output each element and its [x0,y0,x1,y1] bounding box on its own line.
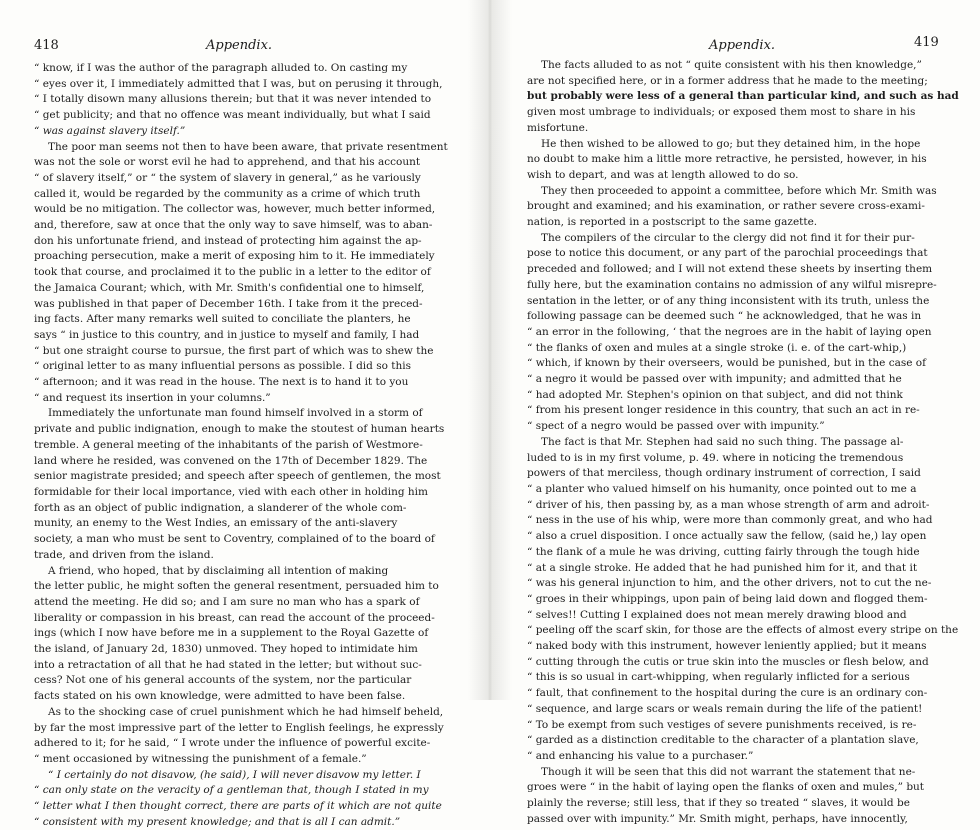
text-line: formidable for their local importance, vied with each other in holding him [34,485,428,498]
text-line: “ eyes over it, I immediately admitted that I was, but on perusing it through, [34,77,443,90]
text-line: don his unfortunate friend, and instead of protecting him against the ap- [34,234,422,247]
text-line: adhered to it; for he said, “ I wrote under the influence of powerful excite- [34,737,431,750]
text-line: They then proceeded to appoint a committee, before which Mr. Smith was [541,184,937,197]
text-line: powers of that merciless, though ordinary instrument of correction, I said [527,467,921,480]
text-line: took that course, and proclaimed it to the public in a letter to the editor of [34,266,431,279]
text-line: “ fault, that confinement to the hospital during the cure is an ordinary con- [527,687,928,700]
text-line: “ a negro it would be passed over with impunity; and admitted that he [527,373,902,386]
text-line: forth as an object of public indignation, a slanderer of the whole com- [34,501,407,514]
text-line: nation, is reported in a postscript to the same gazette. [527,216,818,229]
text-line: The compilers of the circular to the clergy did not find it for their pur- [541,231,915,244]
text-line: sentation in the letter, or of any thing inconsistent with its truth, unless the [527,294,930,307]
text-line: “ know, if I was the author of the paragraph alluded to. On casting my [34,62,408,74]
text-line: and, therefore, saw at once that the only way to save himself, was to aban- [34,219,433,232]
text-line: attend the meeting. He did so; and I am sure no man who has a spark of [34,595,420,608]
text-line: given most umbrage to individuals; or exposed them most to share in his [527,106,916,119]
text-line: ings (which I now have before me in a supplement to the Royal Gazette of [34,627,429,640]
text-line: private and public indignation, enough to make the stoutest of human hearts [34,423,445,436]
text-line: passed over with impunity.” Mr. Smith might, perhaps, have innocently, [527,812,908,825]
text-line: tremble. A general meeting of the inhabitants of the parish of Westmore- [34,438,423,451]
text-line: He then wished to be allowed to go; but they detained him, in the hope [541,137,921,150]
text-line: “ from his present longer residence in this country, that such an act in re- [527,404,920,417]
text-line: “ cutting through the cutis or true skin into the muscles or flesh below, and [527,655,929,668]
text-line: “ had adopted Mr. Stephen's opinion on that subject, and did not think [527,388,903,401]
text-line: “ I certainly do not disavow, (he said), I will never disavow my letter. I [48,768,421,781]
text-line: “ original letter to as many influential persons as possible. I did so this [34,360,411,373]
text-line: the letter public, he might soften the general resentment, persuaded him to [34,580,439,593]
left-page-number: 418 [34,38,59,53]
right-page-number: 419 [914,35,939,50]
text-line: “ driver of his, then passing by, as a man whose strength of arm and adroit- [527,498,930,511]
text-line: senior magistrate presided; and speech after speech of gentlemen, the most [34,470,441,483]
text-line: ing facts. After many remarks well suited to conciliate the planters, he [34,313,411,326]
text-line: plainly the reverse; still less, that if they so treated “ slaves, it would be [527,797,910,810]
left-page [0,0,470,828]
text-line: “ was against slavery itself.” [34,124,186,137]
right-page [510,0,980,825]
text-line: land where he resided, was convened on the 17th of December 1829. The [34,454,428,467]
text-line: fully here, but the examination contains no admission of any wilful misrepre- [527,278,937,291]
text-line: “ afternoon; and it was read in the house. The next is to hand it to you [34,376,409,389]
text-line: preceded and followed; and I will not extend these sheets by inserting them [527,263,933,276]
text-line: “ but one straight course to pursue, the first part of which was to shew the [34,344,434,357]
book-gutter [468,0,512,700]
text-line: The poor man seems not then to have been aware, that private resentment [48,140,448,153]
text-line: “ a planter who valued himself on his humanity, once pointed out to me a [527,482,917,495]
right-running-head: Appendix. [709,38,776,53]
text-line: “ I totally disown many allusions therein; but that it was never intended to [34,93,432,106]
text-line: brought and examined; and his examination, or rather severe cross-exami- [527,200,925,213]
text-line: The fact is that Mr. Stephen had said no such thing. The passage al- [541,435,904,448]
text-line: but probably were less of a general than particular kind, and such as had [527,90,959,103]
text-line: pose to notice this document, or any part of the parochial proceedings that [527,247,928,260]
text-line: “ this is so usual in cart-whipping, when regularly inflicted for a serious [527,671,910,684]
text-line: “ groes in their whippings, upon pain of being laid down and flogged them- [527,592,928,605]
text-line: are not specified here, or in a former address that he made to the meeting; [527,74,928,87]
text-line: “ and request its insertion in your columns.” [34,391,271,404]
text-line: “ ness in the use of his whip, were more than commonly great, and who had [527,514,933,527]
text-line: no doubt to make him a little more retractive, he persisted, however, in his [527,153,927,166]
text-line: “ can only state on the veracity of a gentleman that, though I stated in my [34,784,429,797]
left-page-text [34,61,448,830]
text-line: “ which, if known by their overseers, would be punished, but in the case of [527,357,926,370]
text-line: wish to depart, and was at length allowed to do so. [527,168,799,181]
text-line: “ garded as a distinction creditable to the character of a plantation slave, [527,734,919,747]
text-line: “ also a cruel disposition. I once actually saw the fellow, (said he,) lay open [527,530,927,543]
text-line: into a retractation of all that he had stated in the letter; but without suc- [34,658,422,671]
text-line: Though it will be seen that this did not warrant the statement that ne- [541,765,916,778]
text-line: “ consistent with my present knowledge; and that is all I can admit.” [34,815,401,828]
text-line: “ an error in the following, ‘ that the negroes are in the habit of laying open [527,325,932,338]
text-line: A friend, who hoped, that by disclaiming all intention of making [48,564,389,577]
text-line: “ ment occasioned by witnessing the punishment of a female.” [34,752,367,765]
text-line: would be no mitigation. The collector was, however, much better informed, [34,203,436,216]
text-line: “ the flanks of oxen and mules at a single stroke (i. e. of the cart-whip,) [527,341,907,354]
text-line: “ the flank of a mule he was driving, cutting fairly through the tough hide [527,545,920,558]
left-running-head: Appendix. [206,38,273,53]
text-line: The facts alluded to as not “ quite consistent with his then knowledge,” [541,59,922,71]
text-line: the island, of January 2d, 1830) unmoved. They hoped to intimidate him [34,643,418,656]
text-line: liberality or compassion in his breast, can read the account of the proceed- [34,611,435,624]
text-line: society, a man who must be sent to Coventry, complained of to the board of [34,533,435,546]
text-line: “ at a single stroke. He added that he had punished him for it, and that it [527,561,918,574]
text-line: munity, an enemy to the West Indies, an emissary of the anti-slavery [34,517,398,530]
text-line: was not the sole or worst evil he had to apprehend, and that his account [34,156,421,169]
text-line: following passage can be deemed such “ he acknowledged, that he was in [527,310,922,323]
text-line: “ selves!! Cutting I explained does not mean merely drawing blood and [527,608,907,621]
text-line: says “ in justice to this country, and in justice to myself and family, I had [34,328,420,341]
text-line: proaching persecution, make a merit of exposing him to it. He immediately [34,250,435,263]
text-line: “ sequence, and large scars or weals remain during the life of the patient! [527,702,923,715]
text-line: groes were “ in the habit of laying open the flanks of oxen and mules,” but [527,781,925,794]
text-line: by far the most impressive part of the letter to English feelings, he expressly [34,721,444,734]
text-line: Immediately the unfortunate man found himself involved in a storm of [48,407,423,420]
text-line: trade, and driven from the island. [34,548,214,561]
text-line: As to the shocking case of cruel punishment which he had himself beheld, [48,705,444,718]
right-page-text [527,58,967,827]
text-line: called it, would be regarded by the community as a crime of which truth [34,187,421,200]
text-line: “ of slavery itself,” or “ the system of slavery in general,” as he variously [34,171,421,184]
text-line: facts stated on his own knowledge, were admitted to have been false. [34,690,406,703]
text-line: was published in that paper of December 16th. I take from it the preced- [34,297,423,310]
text-line: “ peeling off the scarf skin, for those are the effects of almost every stripe on the [527,624,959,637]
text-line: cess? Not one of his general accounts of the system, nor the particular [34,674,412,687]
text-line: “ get publicity; and that no offence was meant individually, but what I said [34,109,431,122]
text-line: “ was his general injunction to him, and the other drivers, not to cut the ne- [527,577,932,590]
text-line: luded to is in my first volume, p. 49. where in noticing the tremendous [527,451,904,464]
text-line: “ naked body with this instrument, however leniently applied; but it means [527,640,927,653]
text-line: “ To be exempt from such vestiges of severe punishments received, is re- [527,718,917,731]
text-line: the Jamaica Courant; which, with Mr. Smith's confidential one to himself, [34,281,425,294]
text-line: “ spect of a negro would be passed over with impunity.” [527,420,825,433]
text-line: “ and enhancing his value to a purchaser.” [527,749,754,762]
text-line: “ letter what I then thought correct, there are parts of it which are not quite [34,800,442,813]
text-line: misfortune. [527,121,589,134]
